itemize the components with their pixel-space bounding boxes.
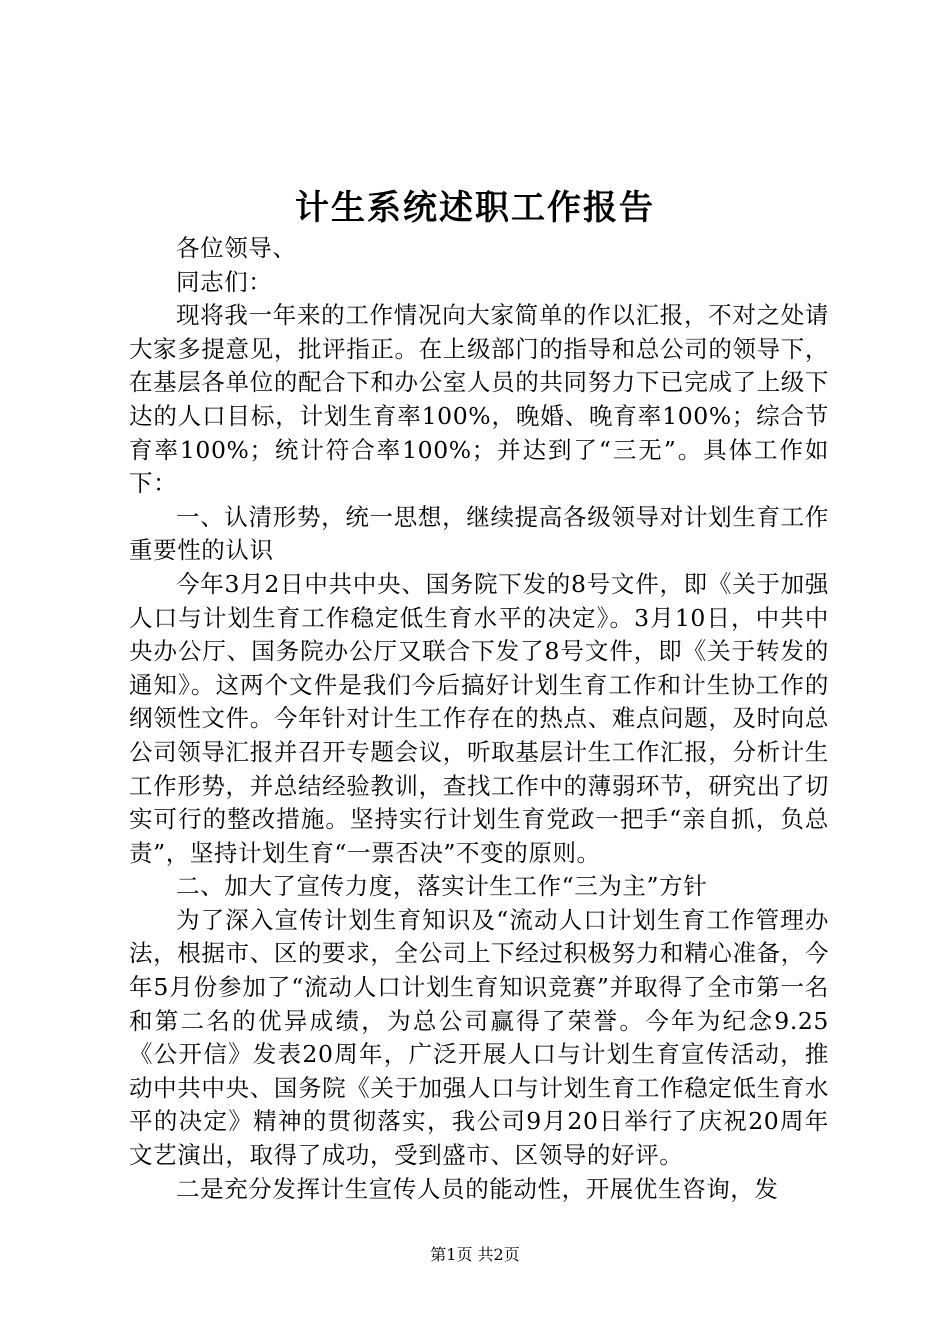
document-body xyxy=(129,232,829,1206)
salutation-line-2: 同志们： xyxy=(176,267,273,296)
section-heading-1: 一、认清形势，统一思想，继续提高各级领导对计划生育工作重要性的认识 xyxy=(129,502,829,565)
section-heading-2: 二、加大了宣传力度，落实计生工作“三为主”方针 xyxy=(176,872,708,901)
section-2-paragraph-continued: 二是充分发挥计生宣传人员的能动性，开展优生咨询，发 xyxy=(176,1174,779,1203)
intro-paragraph: 现将我一年来的工作情况向大家简单的作以汇报，不对之处请大家多提意见，批评指正。在上级部门的指导和总公司的领导下，在基层各单位的配合下和办公室人员的共同努力下已完成了上级下达的人口目标，计划生育率100%，晚婚、晚育率100%；综合节育率100%；统计符合率100%；并达到了“三无”。具体工作如下： xyxy=(129,301,829,498)
document-title: 计生系统述职工作报告 xyxy=(295,188,655,228)
salutation-line-1: 各位领导、 xyxy=(176,234,297,262)
page-footer: 第1页 共2页 xyxy=(430,1245,520,1264)
section-2-paragraph: 为了深入宣传计划生育知识及“流动人口计划生育工作管理办法，根据市、区的要求，全公司上下经过积极努力和精心准备，今年5月份参加了“流动人口计划生育知识竞赛”并取得了全市第一名和第二名的优异成绩，为总公司赢得了荣誉。今年为纪念9.25《公开信》发表20周年，广泛开展人口与计划生育宣传活动，推动中共中央、国务院《关于加强人口与计划生育工作稳定低生育水平的决定》精神的贯彻落实，我公司9月20日举行了庆祝20周年文艺演出，取得了成功，受到盛市、区领导的好评。 xyxy=(129,905,829,1170)
section-1-paragraph: 今年3月2日中共中央、国务院下发的8号文件，即《关于加强人口与计划生育工作稳定低生育水平的决定》。3月10日，中共中央办公厅、国务院办公厅又联合下发了8号文件，即《关于转发的通知》。这两个文件是我们今后搞好计划生育工作和计生协工作的纲领性文件。今年针对计生工作存在的热点、难点问题，及时向总公司领导汇报并召开专题会议，听取基层计生工作汇报，分析计生工作形势，并总结经验教训，查找工作中的薄弱环节，研究出了切实可行的整改措施。坚持实行计划生育党政一把手“亲自抓，负总责”，坚持计划生育“一票否决”不变的原则。 xyxy=(129,569,829,867)
